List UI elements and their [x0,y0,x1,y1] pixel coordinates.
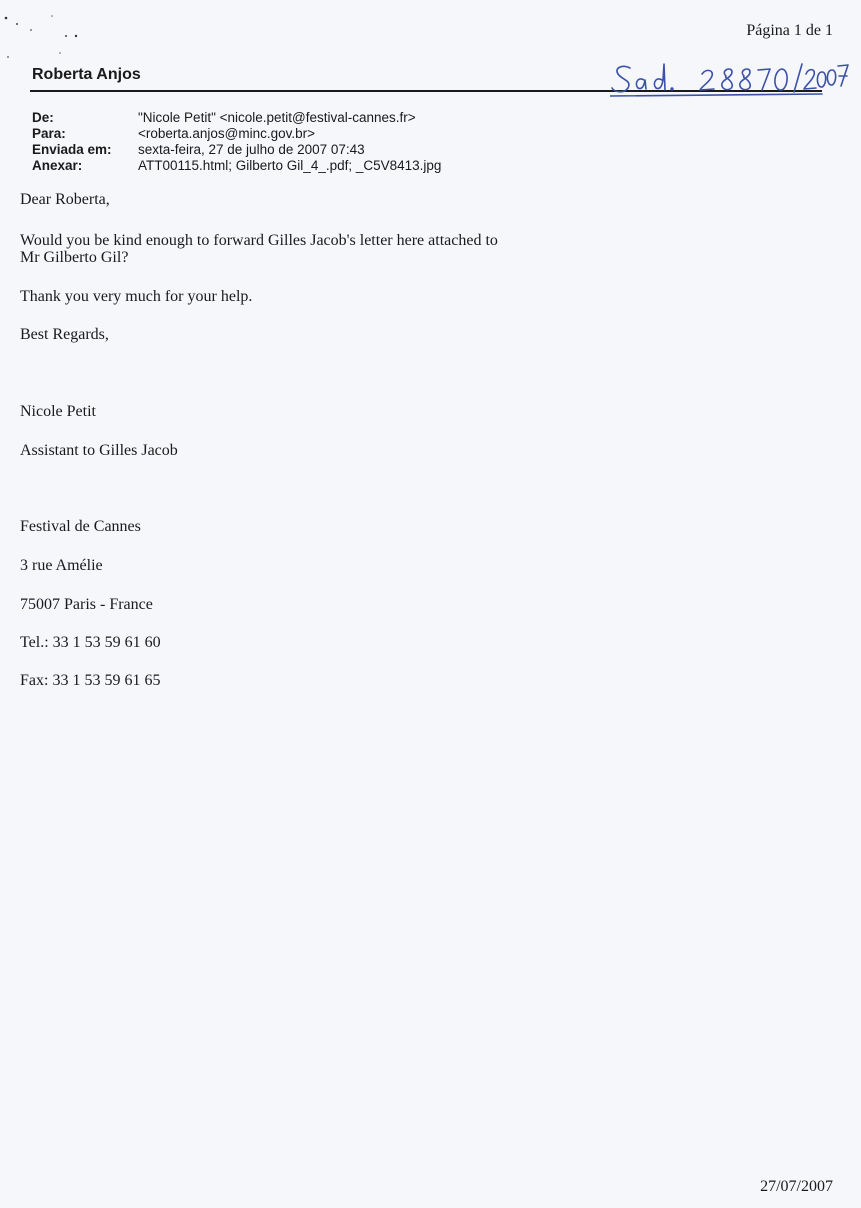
closing-line: Best Regards, [20,326,109,343]
signature-organization: Festival de Cannes [20,518,141,535]
attachments-label: Anexar: [32,158,83,173]
to-value: <roberta.anjos@minc.gov.br> [138,126,316,141]
from-value: "Nicole Petit" <nicole.petit@festival-cannes.fr> [138,110,416,125]
from-label: De: [32,110,54,125]
request-line-1: Would you be kind enough to forward Gilles Jacob's letter here attached to [20,232,498,249]
to-label: Para: [32,126,66,141]
signature-phone: Tel.: 33 1 53 59 61 60 [20,634,161,651]
request-line-2: Mr Gilberto Gil? [20,249,129,266]
mailbox-owner-name: Roberta Anjos [32,66,141,83]
sent-row [32,142,441,158]
attachments-row [32,158,441,174]
print-date: 27/07/2007 [760,1178,833,1195]
signature-fax: Fax: 33 1 53 59 61 65 [20,672,161,689]
greeting: Dear Roberta, [20,191,110,208]
attachments-value: ATT00115.html; Gilberto Gil_4_.pdf; _C5V8413.jpg [138,158,442,173]
signature-title: Assistant to Gilles Jacob [20,442,178,459]
signature-name: Nicole Petit [20,403,96,420]
scan-specks [0,0,90,60]
signature-city: 75007 Paris - France [20,596,153,613]
email-metadata [32,110,441,174]
sent-label: Enviada em: [32,142,112,157]
signature-street: 3 rue Amélie [20,557,103,574]
sent-value: sexta-feira, 27 de julho de 2007 07:43 [138,142,365,157]
from-row [32,110,441,126]
thanks-line: Thank you very much for your help. [20,288,253,305]
handwritten-annotation [610,56,850,98]
to-row [32,126,441,142]
page-number: Página 1 de 1 [746,22,833,39]
